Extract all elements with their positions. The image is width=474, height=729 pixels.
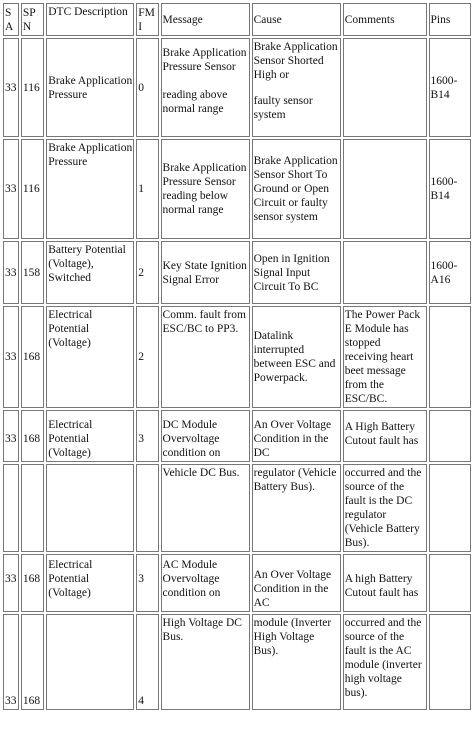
table-row bbox=[3, 554, 471, 612]
cell-fmi: 1 bbox=[136, 139, 158, 239]
cell-sa: 33 bbox=[3, 139, 19, 239]
cell-pins bbox=[429, 464, 471, 552]
message-part-a: Brake Application Pressure Sensor bbox=[162, 47, 247, 73]
table-row bbox=[3, 464, 471, 552]
cell-spn bbox=[21, 464, 44, 552]
header-cause: Cause bbox=[252, 3, 341, 36]
cell-dtc-description bbox=[46, 464, 134, 552]
cell-spn: 168 bbox=[21, 306, 44, 408]
cell-comments bbox=[343, 38, 427, 137]
cell-comments: A high Battery Cutout fault has bbox=[343, 554, 427, 612]
cell-pins: 1600-B14 bbox=[429, 139, 471, 239]
cell-pins bbox=[429, 306, 471, 408]
cell-pins bbox=[429, 554, 471, 612]
cell-fmi: 3 bbox=[136, 554, 158, 612]
cause-part-b: faulty sensor system bbox=[253, 95, 313, 121]
cell-fmi: 4 bbox=[136, 614, 158, 710]
cell-fmi: 2 bbox=[136, 241, 158, 304]
cell-sa: 33 bbox=[3, 306, 19, 408]
cell-dtc-description bbox=[46, 614, 134, 710]
cell-cause: Brake Application Sensor Short To Ground or Open Circuit or faulty sensor system bbox=[252, 139, 341, 239]
cell-message: Brake Application Pressure Sensor reading below normal range bbox=[161, 139, 250, 239]
cell-comments: The Power Pack E Module has stopped receiving heart beet message from the ESC/BC. bbox=[343, 306, 427, 408]
cell-fmi: 3 bbox=[136, 410, 158, 462]
cell-message: AC Module Overvoltage condition on bbox=[161, 554, 250, 612]
table-row bbox=[3, 241, 471, 304]
cell-sa: 33 bbox=[3, 614, 19, 710]
cell-comments bbox=[343, 139, 427, 239]
cell-message: Comm. fault from ESC/BC to PP3. bbox=[161, 306, 250, 408]
cell-cause: Open in Ignition Signal Input Circuit To BC bbox=[252, 241, 341, 304]
cell-dtc-description: Battery Potential (Voltage), Switched bbox=[46, 241, 134, 304]
table-row bbox=[3, 614, 471, 710]
header-sa: SA bbox=[3, 3, 19, 36]
cell-comments: A High Battery Cutout fault has bbox=[343, 410, 427, 462]
cell-message: Key State Ignition Signal Error bbox=[161, 241, 250, 304]
cell-cause: module (Inverter High Voltage Bus). bbox=[252, 614, 341, 710]
cell-dtc-description: Electrical Potential (Voltage) bbox=[46, 554, 134, 612]
header-message: Message bbox=[161, 3, 250, 36]
cell-pins bbox=[429, 410, 471, 462]
cell-pins bbox=[429, 614, 471, 710]
cell-dtc-description: Brake Application Pressure bbox=[46, 38, 134, 137]
cause-part-a: Brake Application Sensor Shorted High or bbox=[253, 41, 338, 81]
cell-comments bbox=[343, 241, 427, 304]
cell-cause: regulator (Vehicle Battery Bus). bbox=[252, 464, 341, 552]
cell-sa: 33 bbox=[3, 554, 19, 612]
table-row bbox=[3, 139, 471, 239]
cell-message: High Voltage DC Bus. bbox=[161, 614, 250, 710]
cell-comments: occurred and the source of the fault is the DC regulator (Vehicle Battery Bus). bbox=[343, 464, 427, 552]
cell-spn: 168 bbox=[21, 410, 44, 462]
header-dtc-description: DTC Description bbox=[46, 3, 134, 36]
cell-dtc-description: Electrical Potential (Voltage) bbox=[46, 410, 134, 462]
cell-message bbox=[161, 38, 250, 137]
cell-cause: Datalink interrupted between ESC and Powerpack. bbox=[252, 306, 341, 408]
cell-fmi bbox=[136, 464, 158, 552]
cell-message: DC Module Overvoltage condition on bbox=[161, 410, 250, 462]
dtc-table bbox=[1, 1, 473, 712]
header-pins: Pins bbox=[429, 3, 471, 36]
message-part-b: reading above normal range bbox=[162, 89, 228, 115]
table-row bbox=[3, 410, 471, 462]
cell-cause: An Over Voltage Condition in the DC bbox=[252, 410, 341, 462]
header-fmi: FMI bbox=[136, 3, 158, 36]
cell-sa: 33 bbox=[3, 410, 19, 462]
cell-comments: occurred and the source of the fault is the AC module (inverter high voltage bus). bbox=[343, 614, 427, 710]
cell-cause bbox=[252, 38, 341, 137]
cell-dtc-description: Electrical Potential (Voltage) bbox=[46, 306, 134, 408]
cell-fmi: 2 bbox=[136, 306, 158, 408]
table-row bbox=[3, 306, 471, 408]
cell-message: Vehicle DC Bus. bbox=[161, 464, 250, 552]
cell-sa bbox=[3, 464, 19, 552]
table-row bbox=[3, 38, 471, 137]
cell-spn: 168 bbox=[21, 614, 44, 710]
cell-fmi: 0 bbox=[136, 38, 158, 137]
cell-spn: 168 bbox=[21, 554, 44, 612]
header-spn: SPN bbox=[21, 3, 44, 36]
header-comments: Comments bbox=[343, 3, 427, 36]
cell-spn: 116 bbox=[21, 139, 44, 239]
cell-spn: 116 bbox=[21, 38, 44, 137]
cell-pins: 1600-B14 bbox=[429, 38, 471, 137]
cell-sa: 33 bbox=[3, 241, 19, 304]
cell-pins: 1600-A16 bbox=[429, 241, 471, 304]
cell-spn: 158 bbox=[21, 241, 44, 304]
cell-sa: 33 bbox=[3, 38, 19, 137]
cell-cause: An Over Voltage Condition in the AC bbox=[252, 554, 341, 612]
cell-dtc-description: Brake Application Pressure bbox=[46, 139, 134, 239]
table-header-row bbox=[3, 3, 471, 36]
